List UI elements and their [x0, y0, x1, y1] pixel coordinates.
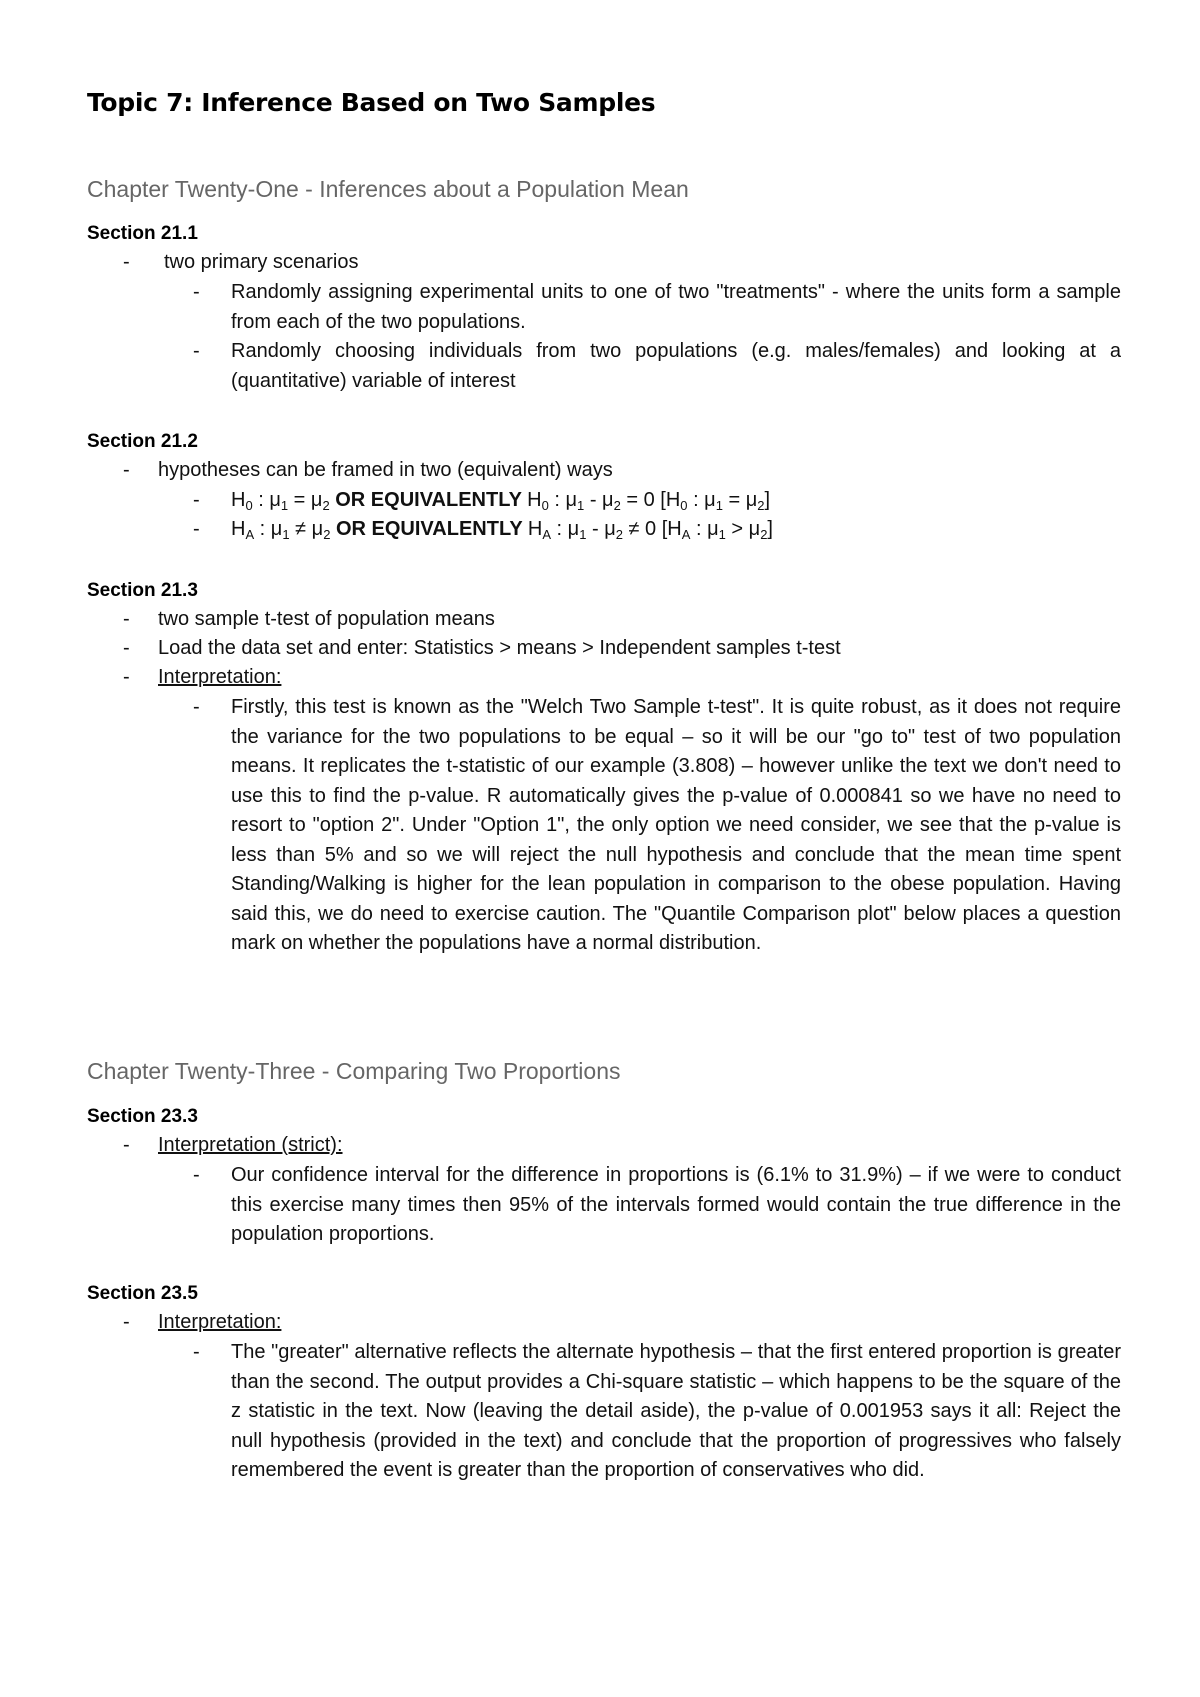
- sub-list-item: Our confidence interval for the difference in proportions is (6.1% to 31.9%) – if we were to conduct this exercise many times then 95% of the intervals formed would contain the true difference in the population proportions.: [231, 1164, 1121, 1245]
- interpretation-label: Interpretation:: [158, 666, 282, 688]
- interpretation-label: Interpretation:: [158, 1311, 282, 1333]
- subscript: 0: [541, 498, 549, 513]
- subscript: 1: [280, 498, 289, 513]
- bullet-dash: -: [193, 1164, 200, 1186]
- formula-part: : μ: [548, 489, 578, 511]
- subscript: 2: [322, 498, 330, 513]
- list-item: Load the data set and enter: Statistics > means > Independent samples t-test: [158, 637, 841, 659]
- subscript: A: [245, 527, 255, 542]
- bullet-dash: -: [123, 608, 130, 630]
- bullet-dash: -: [123, 251, 130, 273]
- bullet-dash: -: [123, 1311, 130, 1333]
- sub-list-item: Firstly, this test is known as the "Welch Two Sample t-test". It is quite robust, as it does not require the variance for the two populations to be equal – so it will be our "go to" test of two population means. It replicates the t-statistic of our example (3.808) – however unlike the text we don't need to use this to find the p-value. R automatically gives the p-value of 0.000841 so we have no need to resort to "option 2". Under "Option 1", the only option we need consider, we see that the p-value is less than 5% and so we will reject the null hypothesis and conclude that the mean time spent Standing/Walking is higher for the lean population in comparison to the obese population. Having said this, we do need to exercise caution. The "Quantile Comparison plot" below places a question mark on whether the populations have a normal distribution.: [231, 696, 1121, 954]
- subscript: 1: [715, 498, 723, 513]
- section-heading-23-3: Section 23.3: [87, 1106, 198, 1127]
- subscript: 2: [323, 527, 331, 542]
- formula-part: = μ: [288, 489, 323, 511]
- formula-part: > μ: [725, 518, 761, 540]
- formula-part: ]: [767, 518, 773, 540]
- bullet-dash: -: [123, 666, 130, 688]
- formula-part: : μ: [687, 489, 716, 511]
- section-heading-23-5: Section 23.5: [87, 1283, 198, 1304]
- formula-part: H: [231, 489, 246, 511]
- sub-list-item: Randomly choosing individuals from two populations (e.g. males/females) and looking at a (quantitative) variable of interest: [231, 340, 1121, 392]
- formula-part: H: [231, 518, 246, 540]
- interpretation-label: Interpretation (strict):: [158, 1134, 343, 1156]
- sub-list-item: The "greater" alternative reflects the alternate hypothesis – that the first entered proportion is greater than the second. The output provides a Chi-square statistic – which happens to be the square of the z statistic in the text. Now (leaving the detail aside), the p-value of 0.001953 says it all: Reject the null hypothesis (provided in the text) and conclude that the proportion of progressives who falsely remembered the event is greater than the proportion of conservatives who did.: [231, 1341, 1121, 1481]
- formula-part: - μ: [586, 518, 616, 540]
- subscript: 0: [680, 498, 688, 513]
- formula-part: H: [527, 518, 543, 540]
- formula-part: - μ: [584, 489, 614, 511]
- section-heading-21-2: Section 21.2: [87, 431, 198, 452]
- subscript: A: [542, 527, 551, 542]
- list-item: hypotheses can be framed in two (equivalent) ways: [158, 459, 613, 481]
- bullet-dash: -: [123, 637, 130, 659]
- formula-part: ]: [764, 489, 771, 511]
- subscript: 2: [760, 527, 768, 542]
- section-heading-21-3: Section 21.3: [87, 580, 198, 601]
- formula-part: : μ: [551, 518, 580, 540]
- subscript: A: [681, 527, 691, 542]
- bullet-dash: -: [193, 1341, 200, 1363]
- bullet-dash: -: [123, 459, 130, 481]
- bullet-dash: -: [193, 281, 200, 303]
- subscript: 1: [579, 527, 587, 542]
- formula-part: ≠ μ: [289, 518, 324, 540]
- bullet-dash: -: [193, 489, 200, 511]
- subscript: 2: [757, 498, 765, 513]
- chapter-heading-21: Chapter Twenty-One - Inferences about a Population Mean: [87, 176, 689, 202]
- list-item: two sample t-test of population means: [158, 608, 495, 630]
- formula-part: = 0 [H: [620, 489, 681, 511]
- formula-part: : μ: [690, 518, 719, 540]
- list-item: two primary scenarios: [164, 251, 359, 273]
- subscript: 2: [613, 498, 621, 513]
- section-heading-21-1: Section 21.1: [87, 223, 198, 244]
- bullet-dash: -: [193, 340, 200, 362]
- formula-part: ≠ 0 [H: [622, 518, 682, 540]
- bullet-dash: -: [123, 1134, 130, 1156]
- or-equivalently-keyword: OR EQUIVALENTLY: [330, 518, 528, 540]
- null-hypothesis-formula: [231, 486, 770, 516]
- formula-part: = μ: [722, 489, 758, 511]
- bullet-dash: -: [193, 518, 200, 540]
- formula-part: : μ: [254, 518, 283, 540]
- subscript: 0: [245, 498, 253, 513]
- subscript: 1: [718, 527, 726, 542]
- formula-part: : μ: [252, 489, 281, 511]
- page-title: Topic 7: Inference Based on Two Samples: [87, 88, 656, 117]
- bullet-dash: -: [193, 696, 200, 718]
- subscript: 1: [282, 527, 290, 542]
- sub-list-item: Randomly assigning experimental units to one of two "treatments" - where the units form a sample from each of the two populations.: [231, 281, 1121, 333]
- or-equivalently-keyword: OR EQUIVALENTLY: [329, 489, 528, 511]
- alternative-hypothesis-formula: [231, 515, 773, 545]
- chapter-heading-23: Chapter Twenty-Three - Comparing Two Proportions: [87, 1058, 621, 1084]
- subscript: 1: [577, 498, 585, 513]
- subscript: 2: [615, 527, 623, 542]
- formula-part: H: [527, 489, 542, 511]
